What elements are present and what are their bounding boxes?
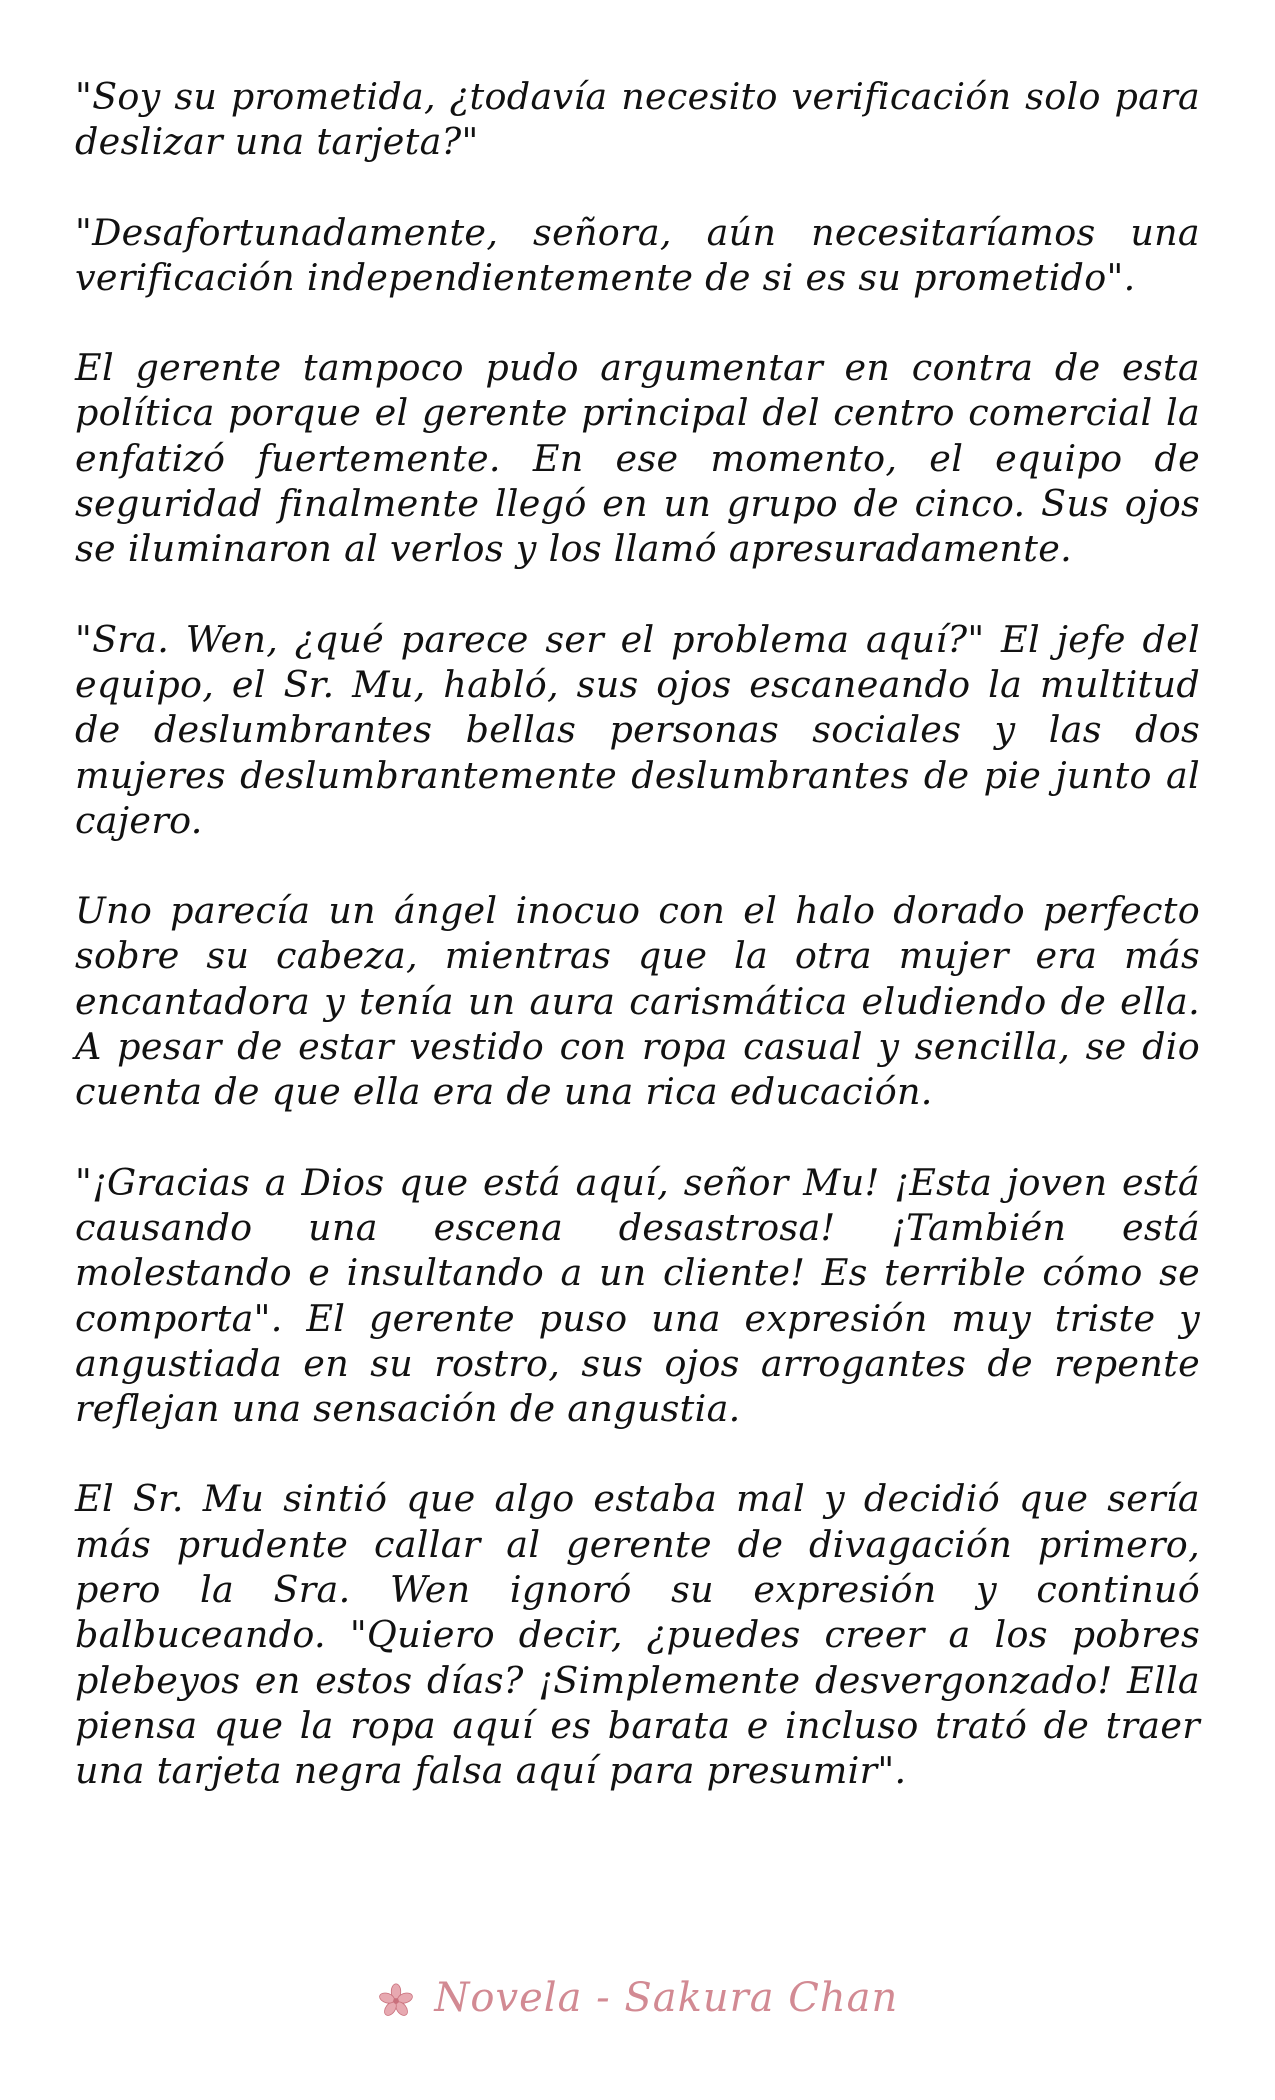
watermark xyxy=(0,1975,1275,2021)
paragraph-2: "Desafortunadamente, señora, aún necesitaríamos una verificación independientemente de si es su prometido". xyxy=(75,210,1200,299)
paragraph-7: El Sr. Mu sintió que algo estaba mal y decidió que sería más prudente callar al gerente de divagación primero, pero la Sra. Wen ignoró su expresión y continuó balbuceando. "Quiero decir, ¿puedes creer a los pobres plebeyos en estos días? ¡Simplemente desvergonzado! Ella piensa que la ropa aquí es barata e incluso trató de traer una tarjeta negra falsa aquí para presumir". xyxy=(75,1477,1200,1793)
paragraph-4: "Sra. Wen, ¿qué parece ser el problema aquí?" El jefe del equipo, el Sr. Mu, habló, sus ojos escaneando la multitud de deslumbrantes bellas personas sociales y las dos mujeres deslumbrantemente deslumbrantes de pie junto al cajero. xyxy=(75,617,1200,842)
watermark-text: Novela - Sakura Chan xyxy=(434,1975,899,2021)
paragraph-6: "¡Gracias a Dios que está aquí, señor Mu! ¡Esta joven está causando una escena desastrosa! ¡También está molestando e insultando a un cliente! Es terrible cómo se comporta". El gerente puso una expresión muy triste y angustiada en su rostro, sus ojos arrogantes de repente reflejan una sensación de angustia. xyxy=(75,1160,1200,1431)
paragraph-3: El gerente tampoco pudo argumentar en contra de esta política porque el gerente principal del centro comercial la enfatizó fuertemente. En ese momento, el equipo de seguridad finalmente llegó en un grupo de cinco. Sus ojos se iluminaron al verlos y los llamó apresuradamente. xyxy=(75,346,1200,571)
sakura-flower-icon xyxy=(377,1982,415,2020)
document-body xyxy=(75,74,1200,1839)
paragraph-1: "Soy su prometida, ¿todavía necesito verificación solo para deslizar una tarjeta?" xyxy=(75,75,1200,164)
paragraph-5: Uno parecía un ángel inocuo con el halo dorado perfecto sobre su cabeza, mientras que la otra mujer era más encantadora y tenía un aura carismática eludiendo de ella. A pesar de estar vestido con ropa casual y sencilla, se dio cuenta de que ella era de una rica educación. xyxy=(75,889,1200,1114)
